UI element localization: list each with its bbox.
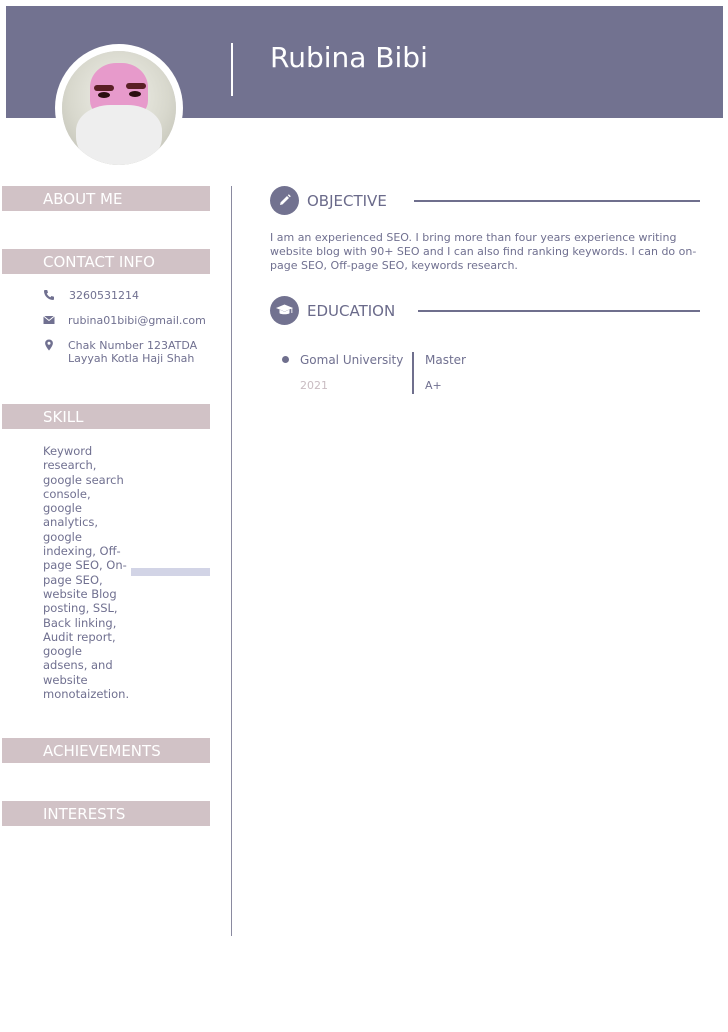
interests-header bbox=[2, 801, 210, 826]
contact-address-line1: Chak Number 123ATDA bbox=[68, 339, 198, 352]
envelope-icon bbox=[43, 314, 55, 326]
location-pin-icon bbox=[43, 339, 55, 351]
contact-info-title: CONTACT INFO bbox=[43, 253, 155, 271]
contact-phone: 3260531214 bbox=[69, 289, 139, 302]
education-title: EDUCATION bbox=[307, 302, 396, 320]
graduation-cap-icon bbox=[270, 296, 299, 325]
education-year: 2021 bbox=[300, 379, 328, 392]
interests-title: INTERESTS bbox=[43, 805, 126, 823]
contact-email: rubina01bibi@gmail.com bbox=[68, 314, 206, 327]
education-grade: A+ bbox=[425, 379, 442, 392]
pencil-icon bbox=[270, 186, 299, 215]
education-school: Gomal University bbox=[300, 353, 404, 367]
achievements-title: ACHIEVEMENTS bbox=[43, 742, 161, 760]
skill-description: Keyword research, google search console, google analytics, google indexing, Off-page SEO, On-page SEO, website Blog posting, SSL, Back linking, Audit report, google adsens, and website monotaizetion. bbox=[43, 444, 130, 702]
education-degree: Master bbox=[425, 353, 466, 367]
column-divider bbox=[231, 186, 232, 936]
objective-rule bbox=[414, 200, 700, 202]
skill-header bbox=[2, 404, 210, 429]
profile-photo bbox=[62, 51, 176, 165]
about-me-header bbox=[2, 186, 210, 211]
objective-text: I am an experienced SEO. I bring more than four years experience writing website blog with 90+ SEO and I can also find ranking keywords. I can do on-page SEO, Off-page SEO, keywords research. bbox=[270, 231, 697, 272]
education-divider bbox=[412, 352, 414, 394]
about-me-title: ABOUT ME bbox=[43, 190, 123, 208]
header-divider bbox=[231, 43, 233, 96]
contact-info-header bbox=[2, 249, 210, 274]
achievements-header bbox=[2, 738, 210, 763]
skill-level-fill bbox=[131, 568, 210, 576]
candidate-name: Rubina Bibi bbox=[270, 41, 428, 74]
contact-address-line2: Layyah Kotla Haji Shah bbox=[68, 352, 195, 365]
objective-title: OBJECTIVE bbox=[307, 192, 387, 210]
skill-title: SKILL bbox=[43, 408, 84, 426]
education-bullet bbox=[282, 356, 289, 363]
phone-icon bbox=[43, 289, 55, 301]
education-rule bbox=[418, 310, 700, 312]
skill-level-bar bbox=[131, 568, 210, 576]
